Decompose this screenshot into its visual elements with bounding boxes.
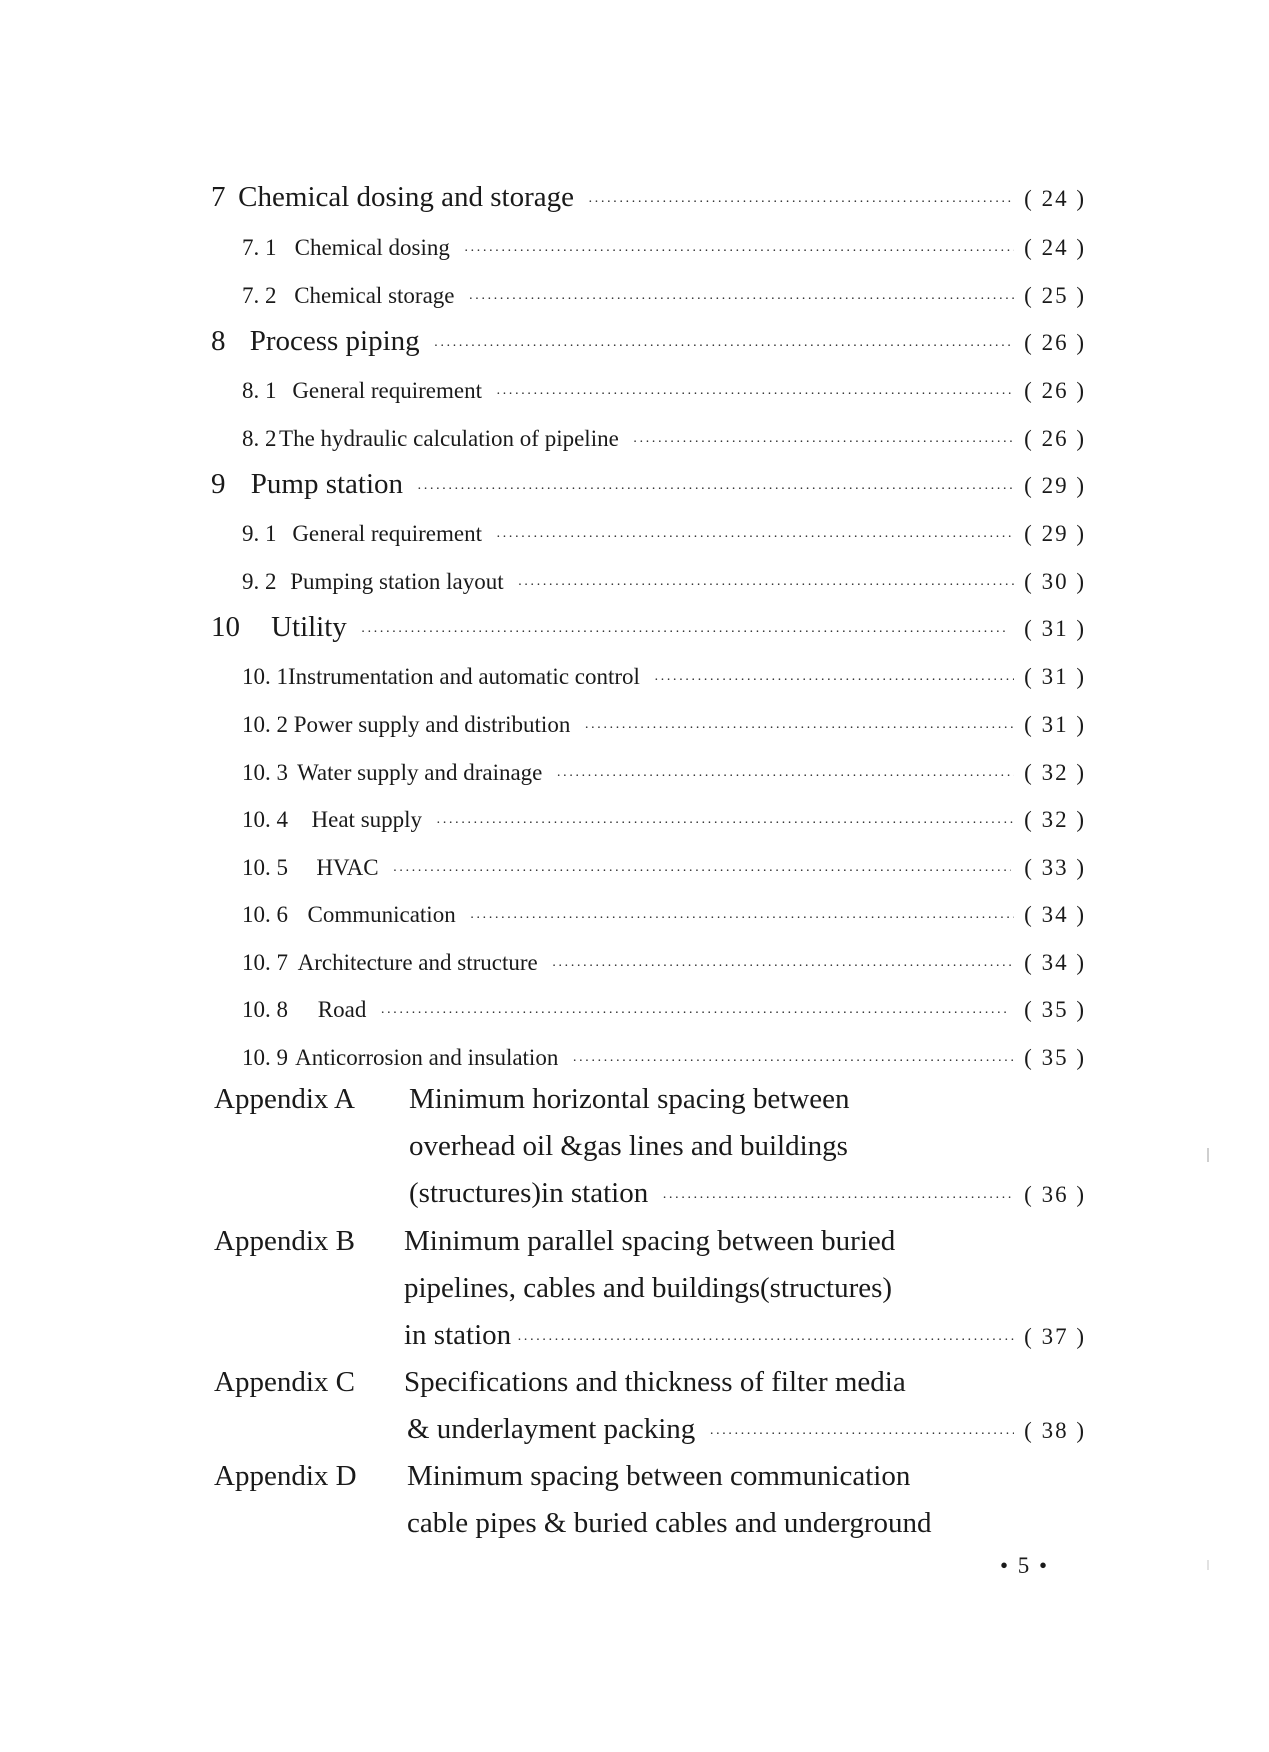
entry-number: 10. 7 (242, 950, 288, 975)
appendix-title-line-3: (structures)in station (409, 1177, 649, 1209)
entry-title: Chemical storage (294, 283, 455, 308)
toc-entry-8-1[interactable] (242, 378, 1086, 404)
dot-leader (572, 1054, 1014, 1070)
appendix-title-line-1: Minimum horizontal spacing between (409, 1083, 850, 1115)
dot-leader (552, 959, 1014, 975)
scan-artifact (1207, 1560, 1209, 1570)
appendix-title-line-1: Minimum spacing between communication (407, 1460, 911, 1492)
entry-page: ( 26 ) (1024, 330, 1086, 355)
entry-number: 10. 5 (242, 855, 288, 880)
entry-number: 10. 2 (242, 712, 288, 737)
toc-entry-10-8[interactable] (242, 997, 1086, 1023)
appendix-title-line-2: pipelines, cables and buildings(structures) (404, 1272, 893, 1304)
toc-entry-10-6[interactable] (242, 902, 1086, 928)
entry-number: 10. 3 (242, 760, 288, 785)
entry-page: ( 31 ) (1024, 712, 1086, 737)
entry-title: Pumping station layout (290, 569, 504, 594)
entry-number: 10. 8 (242, 997, 288, 1022)
entry-number: 9. 1 (242, 521, 277, 546)
toc-entry-8-2[interactable] (242, 426, 1086, 452)
entry-title: Road (317, 997, 367, 1022)
dot-leader (517, 1333, 1014, 1349)
toc-entry-chapter-7[interactable] (211, 181, 1086, 214)
entry-number: 10. 6 (242, 902, 288, 927)
dot-leader (588, 195, 1014, 211)
toc-entry-chapter-10[interactable] (211, 611, 1086, 644)
appendix-label: Appendix D (214, 1460, 357, 1492)
entry-title: Utility (271, 611, 347, 643)
dot-leader (518, 578, 1015, 594)
toc-entry-10-1[interactable] (242, 664, 1086, 690)
entry-number: 8. 2 (242, 426, 277, 451)
toc-entry-10-9[interactable] (242, 1045, 1086, 1071)
entry-page: ( 32 ) (1024, 807, 1086, 832)
entry-number: 9 (211, 468, 226, 500)
appendix-title-line-1: Minimum parallel spacing between buried (404, 1225, 896, 1257)
dot-leader (380, 1006, 1010, 1022)
entry-number: 8. 1 (242, 378, 277, 403)
dot-leader (556, 769, 1014, 785)
entry-page: ( 34 ) (1024, 902, 1086, 927)
appendix-label: Appendix C (214, 1366, 355, 1398)
appendix-last-line (409, 1177, 1086, 1210)
entry-page: ( 31 ) (1024, 616, 1086, 641)
entry-title: General requirement (292, 378, 482, 403)
appendix-label: Appendix B (214, 1225, 355, 1257)
entry-page: ( 33 ) (1024, 855, 1086, 880)
entry-page: ( 32 ) (1024, 760, 1086, 785)
toc-entry-7-2[interactable] (242, 283, 1086, 309)
entry-number: 10 (211, 611, 240, 643)
toc-entry-7-1[interactable] (242, 235, 1086, 261)
dot-leader (464, 244, 1014, 260)
dot-leader (361, 625, 1009, 641)
appendix-title-line-2: overhead oil &gas lines and buildings (409, 1130, 848, 1162)
entry-number: 7. 1 (242, 235, 277, 260)
entry-title: Architecture and structure (297, 950, 538, 975)
dot-leader (417, 482, 1014, 498)
entry-page: ( 24 ) (1024, 186, 1086, 211)
toc-entry-10-2[interactable] (242, 712, 1086, 738)
entry-title: General requirement (292, 521, 482, 546)
appendix-title-line-3: in station (404, 1319, 512, 1351)
dot-leader (434, 339, 1015, 355)
entry-title: Chemical dosing and storage (238, 181, 575, 213)
dot-leader (496, 387, 1014, 403)
entry-number: 9. 2 (242, 569, 277, 594)
dot-leader (633, 435, 1014, 451)
appendix-title-line-1: Specifications and thickness of filter media (404, 1366, 906, 1398)
entry-title: Instrumentation and automatic control (288, 664, 640, 689)
toc-entry-10-7[interactable] (242, 950, 1086, 976)
appendix-title-line-2: & underlayment packing (407, 1413, 696, 1445)
dot-leader (496, 530, 1014, 546)
entry-page: ( 26 ) (1024, 426, 1086, 451)
toc-entry-10-5[interactable] (242, 855, 1086, 881)
entry-page: ( 29 ) (1024, 473, 1086, 498)
entry-number: 7 (211, 181, 226, 213)
entry-page: ( 26 ) (1024, 378, 1086, 403)
entry-title: Water supply and drainage (297, 760, 543, 785)
toc-entry-10-4[interactable] (242, 807, 1086, 833)
toc-entry-chapter-8[interactable] (211, 325, 1086, 358)
dot-leader (393, 864, 1012, 880)
page-number: • 5 • (1000, 1553, 1050, 1578)
entry-title: HVAC (316, 855, 379, 880)
appendix-label: Appendix A (214, 1083, 355, 1115)
appendix-last-line (404, 1319, 1086, 1352)
appendix-last-line (407, 1413, 1086, 1446)
scan-artifact (1207, 1148, 1209, 1162)
entry-title: Chemical dosing (294, 235, 450, 260)
dot-leader (584, 721, 1014, 737)
entry-page: ( 30 ) (1024, 569, 1086, 594)
entry-page: ( 31 ) (1024, 664, 1086, 689)
entry-page: ( 29 ) (1024, 521, 1086, 546)
entry-title: Pump station (250, 468, 404, 500)
dot-leader (469, 292, 1015, 308)
entry-number: 7. 2 (242, 283, 277, 308)
dot-leader (662, 1191, 1014, 1207)
entry-page: ( 25 ) (1024, 283, 1086, 308)
entry-page: ( 36 ) (1024, 1182, 1086, 1207)
entry-number: 10. 9 (242, 1045, 288, 1070)
toc-entry-10-3[interactable] (242, 760, 1086, 786)
entry-title: Communication (307, 902, 456, 927)
entry-page: ( 38 ) (1024, 1418, 1086, 1443)
entry-title: Heat supply (311, 807, 423, 832)
entry-number: 10. 4 (242, 807, 288, 832)
entry-title: The hydraulic calculation of pipeline (279, 426, 619, 451)
entry-number: 10. 1 (242, 664, 288, 689)
dot-leader (436, 816, 1014, 832)
toc-entry-9-2[interactable] (242, 569, 1086, 595)
dot-leader (470, 911, 1014, 927)
entry-number: 8 (211, 325, 226, 357)
entry-title: Process piping (249, 325, 420, 357)
entry-page: ( 37 ) (1024, 1324, 1086, 1349)
entry-title: Power supply and distribution (293, 712, 571, 737)
entry-page: ( 35 ) (1024, 1045, 1086, 1070)
dot-leader (654, 673, 1014, 689)
appendix-title-line-2: cable pipes & buried cables and underground (407, 1507, 932, 1539)
entry-title: Anticorrosion and insulation (295, 1045, 559, 1070)
entry-page: ( 24 ) (1024, 235, 1086, 260)
entry-page: ( 35 ) (1024, 997, 1086, 1022)
toc-entry-9-1[interactable] (242, 521, 1086, 547)
dot-leader (709, 1427, 1014, 1443)
toc-entry-chapter-9[interactable] (211, 468, 1086, 501)
entry-page: ( 34 ) (1024, 950, 1086, 975)
